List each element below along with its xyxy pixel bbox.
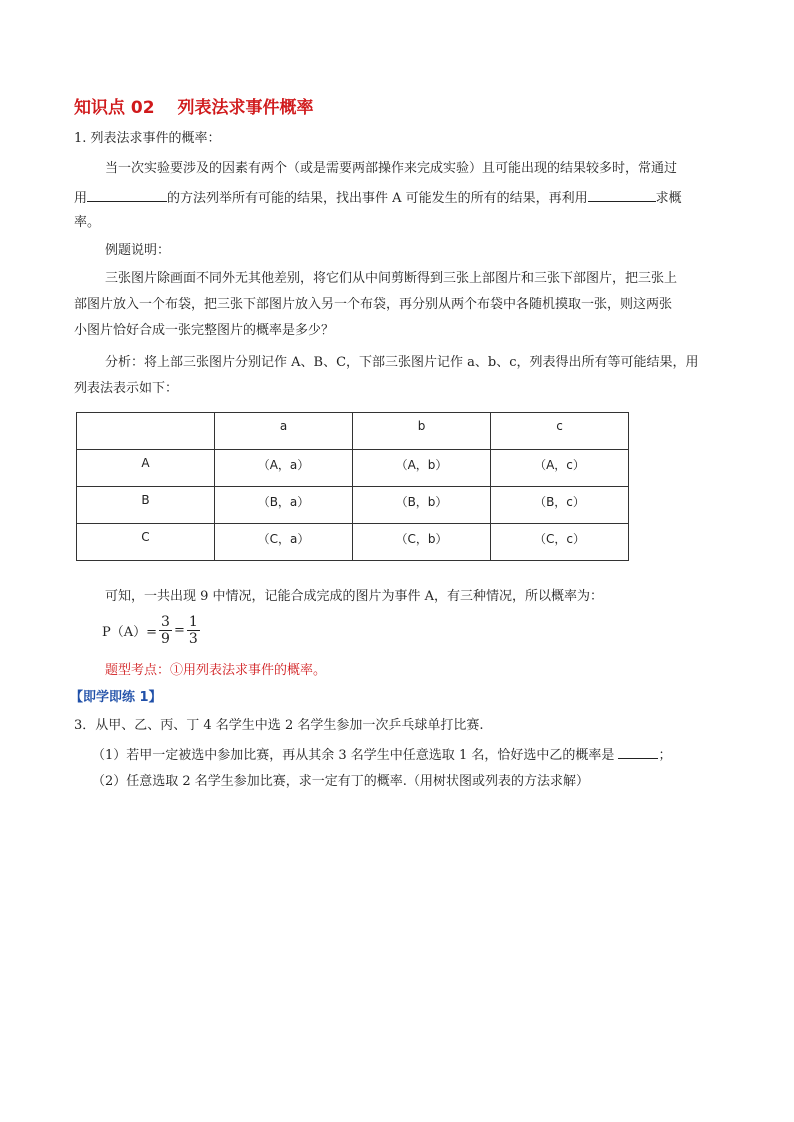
example-label: 例题说明：: [105, 243, 171, 258]
question3-part1: [92, 743, 672, 767]
analysis-line2: 列表法表示如下：: [74, 381, 179, 396]
table-cell: A: [77, 450, 215, 487]
fraction-3-9: [159, 614, 172, 647]
answer-blank[interactable]: [618, 743, 658, 759]
table-row: [77, 487, 629, 524]
table-cell: （C，c）: [491, 524, 629, 561]
question3-part2: （2）任意选取 2 名学生参加比赛，求一定有丁的概率.（用树状图或列表的方法求解）: [92, 774, 589, 789]
example-line2: 部图片放入一个布袋，把三张下部图片放入另一个布袋，再分别从两个布袋中各随机摸取一张，则这两张: [74, 297, 673, 312]
table-cell: （C，b）: [353, 524, 491, 561]
table-cell: （C，a）: [215, 524, 353, 561]
paragraph1-line2-middle: 的方法列举所有可能的结果，找出事件 A 可能发生的所有的结果，再利用: [167, 191, 588, 206]
outcome-table: [76, 412, 629, 561]
table-cell: c: [491, 413, 629, 450]
fill-blank-1[interactable]: [87, 186, 167, 202]
conclusion-text: 可知，一共出现 9 中情况，记能合成完成的图片为事件 A，有三种情况，所以概率为：: [105, 589, 604, 604]
section1-title: 1. 列表法求事件的概率：: [74, 131, 221, 146]
formula-lhs: P（A）=: [102, 625, 158, 640]
analysis-line1: 分析：将上部三张图片分别记作 A、B、C，下部三张图片记作 a、b、c，列表得出所有等可能结果，用: [105, 355, 699, 370]
example-line3: 小图片恰好合成一张完整图片的概率是多少？: [74, 323, 335, 338]
fraction-denominator: 3: [188, 631, 198, 647]
table-cell: （B，b）: [353, 487, 491, 524]
fraction-1-3: [187, 614, 200, 647]
question3-part1-text: （1）若甲一定被选中参加比赛，再从其余 3 名学生中任意选取 1 名，恰好选中乙的概率是: [92, 748, 615, 763]
fraction-denominator: 9: [161, 631, 170, 647]
table-cell: （A，a）: [215, 450, 353, 487]
paragraph1-line1: 当一次实验要涉及的因素有两个（或是需要两部操作来完成实验）且可能出现的结果较多时，常通过: [105, 161, 678, 176]
probability-formula: [102, 614, 202, 647]
fraction-numerator: 3: [161, 614, 170, 630]
table-row: [77, 450, 629, 487]
table-cell: （B，c）: [491, 487, 629, 524]
table-cell: B: [77, 487, 215, 524]
question3-part1-end: ；: [658, 748, 672, 763]
example-line1: 三张图片除画面不同外无其他差别，将它们从中间剪断得到三张上部图片和三张下部图片，把三张上: [105, 271, 678, 286]
fraction-numerator: 1: [188, 614, 198, 630]
question3-stem: 3．从甲、乙、丙、丁 4 名学生中选 2 名学生参加一次乒乓球单打比赛.: [74, 718, 484, 733]
table-cell: b: [353, 413, 491, 450]
table-cell: （A，b）: [353, 450, 491, 487]
paragraph1-line2-start: 用: [74, 191, 88, 206]
paragraph1-line2: [74, 186, 682, 210]
table-cell: C: [77, 524, 215, 561]
section-heading: 知识点 02 列表法求事件概率: [74, 98, 314, 118]
table-cell: [77, 413, 215, 450]
formula-equals: =: [173, 623, 185, 638]
table-cell: （A，c）: [491, 450, 629, 487]
table-cell: （B，a）: [215, 487, 353, 524]
table-row: [77, 524, 629, 561]
table-cell: a: [215, 413, 353, 450]
key-point-text: 题型考点：①用列表法求事件的概率。: [105, 663, 327, 678]
fill-blank-2[interactable]: [588, 186, 656, 202]
practice-label: 【即学即练 1】: [70, 690, 162, 705]
paragraph1-line2-end: 求概: [655, 191, 682, 206]
table-header-row: [77, 413, 629, 450]
paragraph1-line3: 率。: [74, 215, 101, 230]
